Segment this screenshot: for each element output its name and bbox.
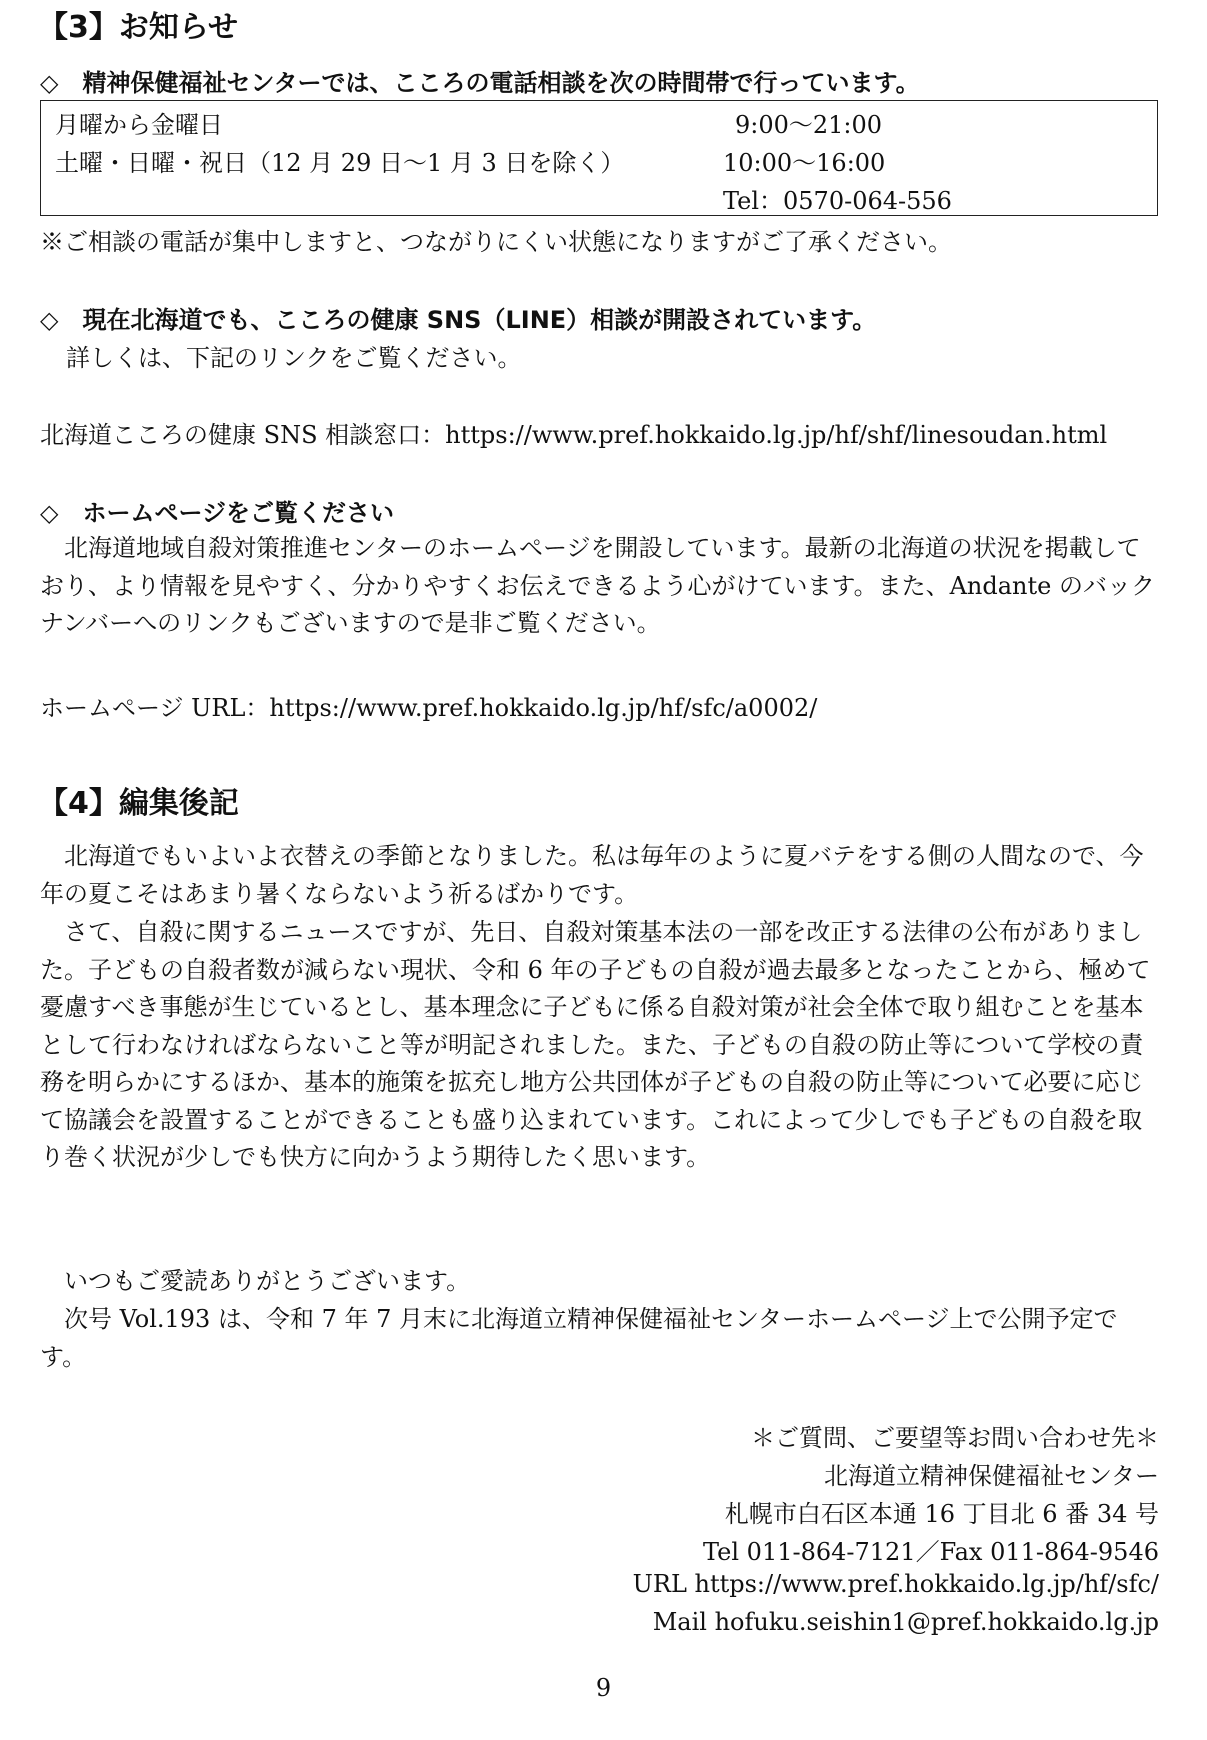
hours-row1-time: 9:00〜21:00 [735,111,883,139]
contact-mail[interactable]: Mail hofuku.seishin1@pref.hokkaido.lg.jp [652,1608,1159,1636]
afterword-paragraph-2: さて、自殺に関するニュースですが、先日、自殺対策基本法の一部を改正する法律の公布がありました。子どもの自殺者数が減らない現状、令和 6 年の子どもの自殺が過去最多となったことから、極めて憂慮すべき事態が生じているとし、基本理念に子どもに係る自殺対策が社会全体で取り組むことを基本として行わなければならないこと等が明記されました。また、子どもの自殺の防止等について学校の責務を明らかにするほか、基本的施策を拡充し地方公共団体が子どもの自殺の防止等について必要に応じて協議会を設置することができることも盛り込まれています。これによって少しでも子どもの自殺を取り巻く状況が少しでも快方に向かうよう期待したく思います。 [40,918,1151,1171]
contact-tel-fax: Tel 011-864-7121／Fax 011-864-9546 [703,1538,1159,1566]
hours-row2-time: 10:00〜16:00 [723,149,886,177]
hours-table [40,100,1158,216]
contact-heading: ＊ご質問、ご要望等お問い合わせ先＊ [751,1424,1159,1452]
item2-heading: ◇ 現在北海道でも、こころの健康 SNS（LINE）相談が開設されています。 [40,306,877,334]
homepage-url-link[interactable]: ホームページ URL：https://www.pref.hokkaido.lg.jp/hf/sfc/a0002/ [40,694,818,722]
item1-heading: ◇ 精神保健福祉センターでは、こころの電話相談を次の時間帯で行っています。 [40,69,920,97]
afterword-paragraph-1: 北海道でもいよいよ衣替えの季節となりました。私は毎年のように夏バテをする側の人間なので、今年の夏こそはあまり暑くならないよう祈るばかりです。 [40,842,1144,908]
item3-heading: ◇ ホームページをご覧ください [40,499,394,527]
section3-title: 【3】お知らせ [38,10,238,45]
item1-note: ※ご相談の電話が集中しますと、つながりにくい状態になりますがご了承ください。 [40,228,952,256]
afterword-paragraph-3: いつもご愛読ありがとうございます。 [64,1267,471,1295]
item3-body: 北海道地域自殺対策推進センターのホームページを開設しています。最新の北海道の状況を掲載しており、より情報を見やすく、分かりやすくお伝えできるよう心がけています。また、Andante のバックナンバーへのリンクもございますので是非ご覧ください。 [40,534,1155,637]
contact-url[interactable]: URL https://www.pref.hokkaido.lg.jp/hf/sfc/ [632,1570,1159,1598]
hours-row2-day: 土曜・日曜・祝日（12 月 29 日〜1 月 3 日を除く） [55,149,625,177]
contact-organization: 北海道立精神保健福祉センター [823,1462,1159,1490]
contact-address: 札幌市白石区本通 16 丁目北 6 番 34 号 [724,1500,1159,1528]
afterword-paragraph-4: 次号 Vol.193 は、令和 7 年 7 月末に北海道立精神保健福祉センターホームページ上で公開予定です。 [40,1305,1118,1371]
hours-row1-day: 月曜から金曜日 [55,111,223,139]
page-number: 9 [595,1674,612,1702]
section4-title: 【4】編集後記 [38,786,239,821]
item2-body: 詳しくは、下記のリンクをご覧ください。 [66,344,522,372]
hours-tel: Tel：0570-064-556 [723,187,952,215]
sns-consultation-link[interactable]: 北海道こころの健康 SNS 相談窓口：https://www.pref.hokkaido.lg.jp/hf/shf/linesoudan.html [40,421,1108,449]
